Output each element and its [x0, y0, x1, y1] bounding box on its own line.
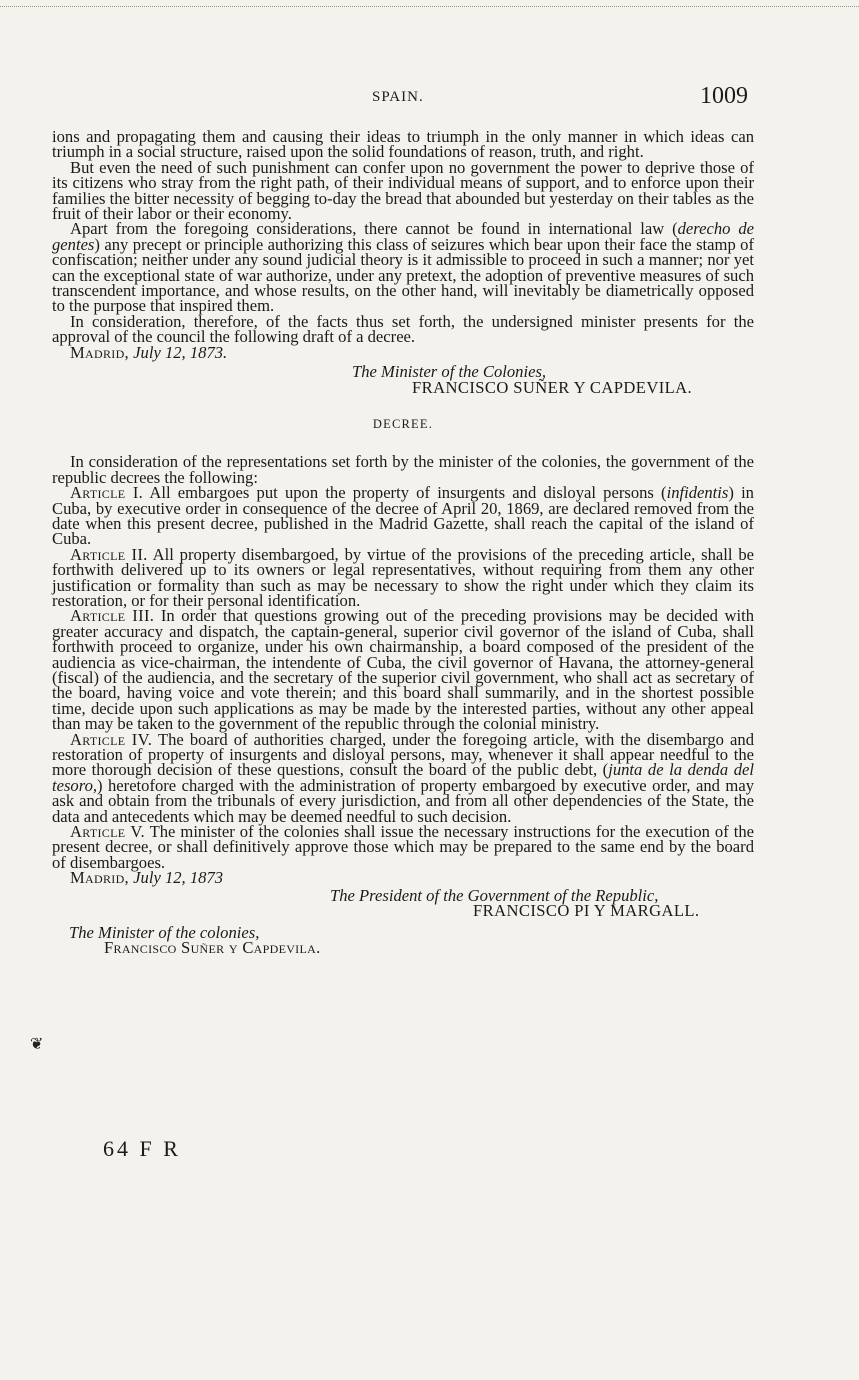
paragraph-consideration: In consideration, therefore, of the facts thus set forth, the undersigned minister presents for the approval of the council the following draft of a decree.: [52, 311, 754, 347]
top-rule: [0, 6, 859, 7]
article-label: Article I.: [70, 483, 144, 503]
signature-name: FRANCISCO SUÑER Y CAPDEVILA.: [412, 377, 693, 397]
marginal-mark: ❦: [30, 1036, 44, 1053]
paragraph-international-law: Apart from the foregoing considerations, there cannot be found in international law (derecho de gentes) any precept or principle authorizing this class of seizures which bear upon their face the stamp of confiscation; neither under any sound judicial theory is it admissible to proceed in such a manner; nor yet can the exceptional state of war authorize, under any pretext, the adoption of preventive measures of such transcendent importance, and whose results, on the other hand, will inevitably be diametrically opposed to the purpose that inspired them.: [52, 219, 754, 316]
printer-signature-mark: 64 F R: [103, 1136, 181, 1161]
minister-signature: [52, 364, 754, 395]
article-3: Article III. In order that questions growing out of the preceding provisions may be decided with greater accuracy and dispatch, the captain-general, superior civil governor of the island of Cuba, shall forthwith proceed to organize, under his own chairmanship, a board composed of the president of the audiencia as vice-chairman, the intendente of Cuba, the civil governor of Havana, the attorney-general (fiscal) of the audiencia, and the secretary of the superior civil government, who shall act as secretary of the board, having voice and vote therein; and this board shall summarily, and in the shortest possible time, decide upon such applications as may be made by the interested parties, without any other appeal than may be taken to the government of the republic through the colonial ministry.: [52, 606, 754, 734]
paragraph-punishment: But even the need of such punishment can confer upon no government the power to deprive those of its citizens who stray from the right path, of their individual means of support, and to enforce upon their families the bitter necessity of begging to-day the bread that abounded but yesterday on their tables as the fruit of their labor or their economy.: [52, 157, 754, 224]
article-label: Article II.: [70, 544, 148, 564]
running-head: SPAIN.: [372, 89, 424, 105]
italic-phrase: junta de la denda del tesoro,: [52, 760, 754, 795]
dateline: Madrid, July 12, 1873: [70, 868, 224, 888]
article-label: Article V.: [70, 822, 145, 842]
paragraph-continued: ions and propagating them and causing their ideas to triumph in the only manner in which ideas can triumph in a social structure, raised upon the solid foundations of reason, truth, and right.: [52, 127, 754, 162]
article-5: Article V. The minister of the colonies shall issue the necessary instructions for the execution of the present decree, or shall definitively approve those which may be prepared to the same end by the board of disembargoes.: [52, 822, 754, 872]
president-signature: [52, 885, 754, 921]
decree-intro: In consideration of the representations set forth by the minister of the colonies, the government of the republic decrees the following:: [52, 452, 754, 487]
article-4: Article IV. The board of authorities charged, under the foregoing article, with the disembargo and restoration of property of insurgents and disloyal persons, may, whenever it shall appear needful to the more thorough decision of these questions, consult the board of the public debt, (junta de la denda del tesoro,) heretofore charged with the administration of property embargoed by executive order, and may ask and obtain from the tribunals of every jurisdiction, and from all other dependencies of the State, the data and antecedents which may be deemed needful to such decision.: [52, 729, 754, 826]
article-label: Article IV.: [70, 729, 153, 749]
article-label: Article III.: [70, 606, 155, 626]
colonies-minister-signature: [52, 922, 754, 957]
signature-title: The Minister of the Colonies,: [352, 362, 547, 382]
article-1: Article I. All embargoes put upon the property of insurgents and disloyal persons (infidentis) in Cuba, by executive order in consequence of the decree of April 20, 1869, are declared removed from the date when this present decree, published in the Madrid Gazette, shall reach the capital of the island of Cuba.: [52, 483, 754, 549]
document-body: [52, 129, 754, 955]
page-header: [0, 83, 859, 123]
decree-heading: DECREE.: [372, 416, 434, 431]
dateline: Madrid, July 12, 1873.: [70, 342, 228, 362]
article-2: Article II. All property disembargoed, by virtue of the provisions of the preceding article, shall be forthwith delivered up to its owners or legal representatives, without requiring from them any other justification or formality than such as may be necessary to show the right under which they claim its restoration, or for their personal identification.: [52, 544, 755, 610]
signature-title: The President of the Government of the Republic,: [330, 885, 659, 905]
italic-phrase: infidentis: [666, 483, 729, 503]
signature-name: Francisco Suñer y Capdevila.: [104, 937, 321, 957]
page-number: 1009: [700, 83, 748, 109]
signature-name: FRANCISCO PI Y MARGALL.: [473, 901, 700, 921]
signature-title: The Minister of the colonies,: [69, 922, 260, 942]
italic-phrase: derecho de gentes: [52, 219, 754, 254]
